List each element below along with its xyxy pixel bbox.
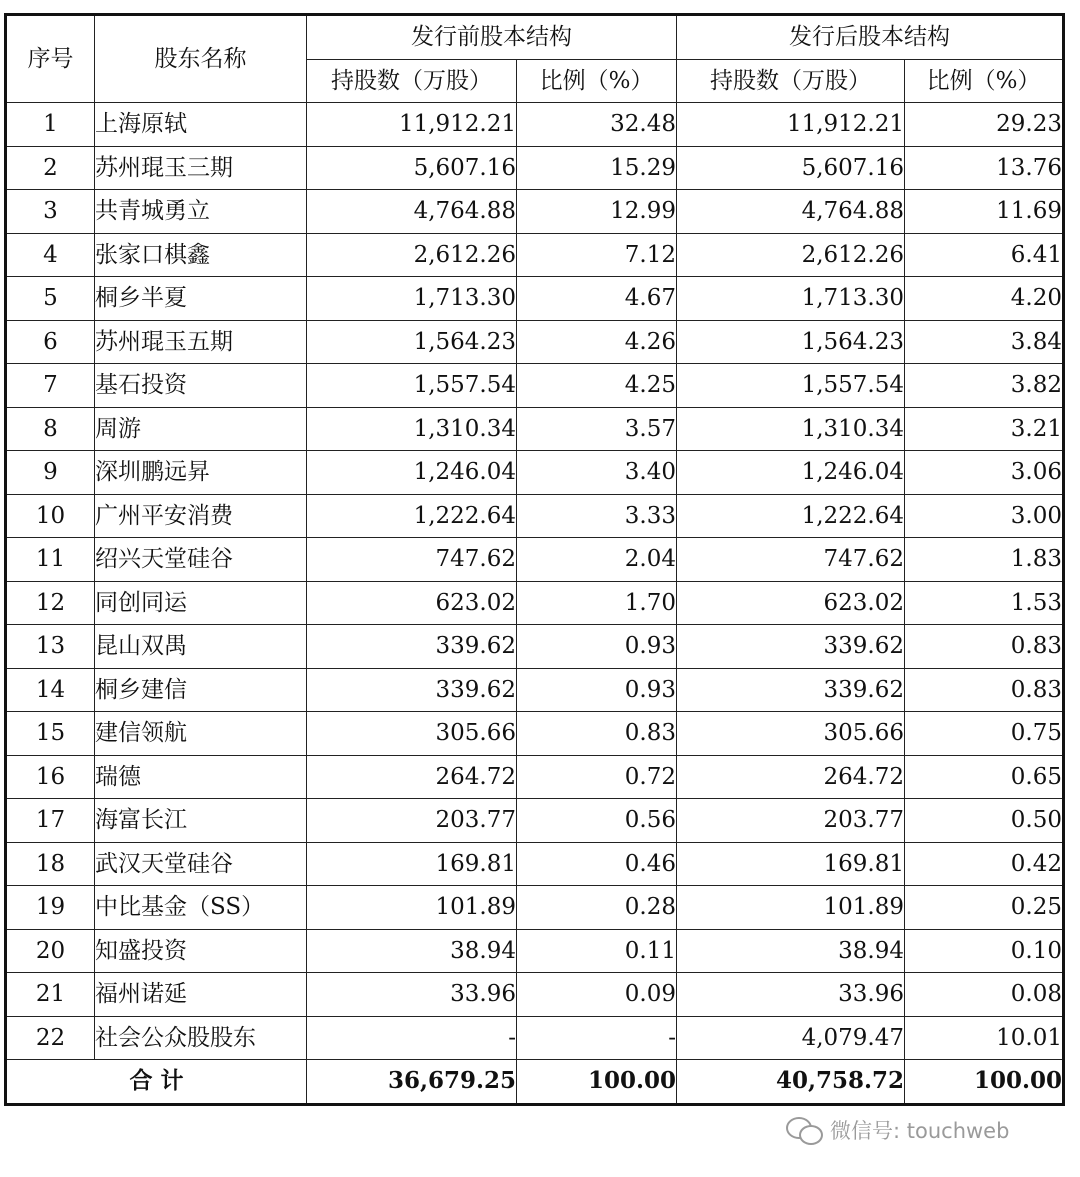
table-row — [6, 973, 1064, 1017]
table-row — [6, 103, 1064, 147]
total-pre-shares: 36,679.25 — [307, 1060, 517, 1105]
cell-seq: 21 — [6, 973, 95, 1017]
cell-pre-shares: 2,612.26 — [307, 233, 517, 277]
cell-pre-shares: 169.81 — [307, 842, 517, 886]
cell-post-shares: 203.77 — [677, 799, 905, 843]
header-pre-shares: 持股数（万股） — [307, 59, 517, 103]
cell-post-shares: 4,079.47 — [677, 1016, 905, 1060]
cell-shareholder-name: 上海原轼 — [95, 103, 307, 147]
cell-pre-ratio: 15.29 — [517, 146, 677, 190]
table-row — [6, 233, 1064, 277]
total-label: 合 计 — [6, 1060, 307, 1105]
cell-pre-shares: 1,310.34 — [307, 407, 517, 451]
cell-pre-ratio: 0.11 — [517, 929, 677, 973]
cell-post-ratio: 0.25 — [905, 886, 1064, 930]
cell-pre-shares: 33.96 — [307, 973, 517, 1017]
cell-shareholder-name: 瑞德 — [95, 755, 307, 799]
cell-post-shares: 339.62 — [677, 625, 905, 669]
cell-post-ratio: 0.83 — [905, 668, 1064, 712]
cell-pre-shares: 203.77 — [307, 799, 517, 843]
cell-pre-shares: 1,222.64 — [307, 494, 517, 538]
cell-pre-shares: 264.72 — [307, 755, 517, 799]
header-post-ratio: 比例（%） — [905, 59, 1064, 103]
cell-post-ratio: 3.82 — [905, 364, 1064, 408]
cell-seq: 16 — [6, 755, 95, 799]
cell-pre-shares: 1,713.30 — [307, 277, 517, 321]
cell-post-ratio: 6.41 — [905, 233, 1064, 277]
cell-pre-shares: 5,607.16 — [307, 146, 517, 190]
table-row — [6, 407, 1064, 451]
cell-pre-ratio: 0.93 — [517, 668, 677, 712]
cell-post-ratio: 29.23 — [905, 103, 1064, 147]
cell-shareholder-name: 共青城勇立 — [95, 190, 307, 234]
cell-pre-ratio: 0.93 — [517, 625, 677, 669]
equity-structure-table — [4, 13, 1065, 1106]
cell-pre-ratio: 4.26 — [517, 320, 677, 364]
cell-post-ratio: 0.08 — [905, 973, 1064, 1017]
total-pre-ratio: 100.00 — [517, 1060, 677, 1105]
table-body — [6, 103, 1064, 1060]
cell-pre-ratio: 0.46 — [517, 842, 677, 886]
cell-post-ratio: 3.21 — [905, 407, 1064, 451]
cell-post-shares: 1,246.04 — [677, 451, 905, 495]
cell-pre-shares: 305.66 — [307, 712, 517, 756]
cell-post-shares: 264.72 — [677, 755, 905, 799]
cell-post-shares: 38.94 — [677, 929, 905, 973]
cell-post-shares: 1,222.64 — [677, 494, 905, 538]
header-pre-group: 发行前股本结构 — [307, 15, 677, 60]
total-post-shares: 40,758.72 — [677, 1060, 905, 1105]
cell-pre-ratio: 0.56 — [517, 799, 677, 843]
cell-pre-ratio: 0.72 — [517, 755, 677, 799]
cell-post-shares: 1,713.30 — [677, 277, 905, 321]
watermark-text: 微信号: touchweb — [830, 1119, 1010, 1143]
table-row — [6, 842, 1064, 886]
cell-post-ratio: 1.83 — [905, 538, 1064, 582]
table-row — [6, 799, 1064, 843]
cell-shareholder-name: 同创同运 — [95, 581, 307, 625]
cell-post-ratio: 0.50 — [905, 799, 1064, 843]
cell-pre-ratio: 32.48 — [517, 103, 677, 147]
cell-seq: 19 — [6, 886, 95, 930]
cell-seq: 13 — [6, 625, 95, 669]
cell-pre-ratio: 12.99 — [517, 190, 677, 234]
cell-pre-shares: 339.62 — [307, 668, 517, 712]
cell-shareholder-name: 深圳鹏远昇 — [95, 451, 307, 495]
cell-pre-shares: 101.89 — [307, 886, 517, 930]
cell-pre-ratio: 0.28 — [517, 886, 677, 930]
cell-seq: 18 — [6, 842, 95, 886]
cell-pre-shares: 11,912.21 — [307, 103, 517, 147]
cell-pre-shares: 1,564.23 — [307, 320, 517, 364]
cell-post-shares: 101.89 — [677, 886, 905, 930]
cell-pre-ratio: 4.25 — [517, 364, 677, 408]
header-post-group: 发行后股本结构 — [677, 15, 1064, 60]
cell-pre-shares: 1,557.54 — [307, 364, 517, 408]
cell-pre-ratio: 1.70 — [517, 581, 677, 625]
cell-post-shares: 1,310.34 — [677, 407, 905, 451]
cell-pre-shares: 623.02 — [307, 581, 517, 625]
cell-post-ratio: 10.01 — [905, 1016, 1064, 1060]
cell-seq: 15 — [6, 712, 95, 756]
cell-post-ratio: 0.83 — [905, 625, 1064, 669]
cell-shareholder-name: 张家口棋鑫 — [95, 233, 307, 277]
cell-pre-ratio: 0.83 — [517, 712, 677, 756]
cell-seq: 7 — [6, 364, 95, 408]
cell-post-ratio: 4.20 — [905, 277, 1064, 321]
cell-pre-ratio: 3.33 — [517, 494, 677, 538]
cell-post-ratio: 0.10 — [905, 929, 1064, 973]
table-row — [6, 146, 1064, 190]
watermark — [786, 1112, 1009, 1148]
cell-post-shares: 747.62 — [677, 538, 905, 582]
cell-post-ratio: 13.76 — [905, 146, 1064, 190]
cell-post-ratio: 0.42 — [905, 842, 1064, 886]
cell-pre-ratio: 7.12 — [517, 233, 677, 277]
cell-shareholder-name: 苏州琨玉三期 — [95, 146, 307, 190]
cell-shareholder-name: 知盛投资 — [95, 929, 307, 973]
cell-shareholder-name: 桐乡半夏 — [95, 277, 307, 321]
cell-seq: 5 — [6, 277, 95, 321]
table-row — [6, 1016, 1064, 1060]
cell-post-ratio: 3.06 — [905, 451, 1064, 495]
table-row — [6, 320, 1064, 364]
table-row — [6, 494, 1064, 538]
cell-pre-shares: 339.62 — [307, 625, 517, 669]
cell-seq: 6 — [6, 320, 95, 364]
cell-pre-ratio: 3.57 — [517, 407, 677, 451]
cell-post-shares: 2,612.26 — [677, 233, 905, 277]
cell-seq: 14 — [6, 668, 95, 712]
cell-shareholder-name: 海富长江 — [95, 799, 307, 843]
cell-seq: 20 — [6, 929, 95, 973]
cell-post-ratio: 11.69 — [905, 190, 1064, 234]
cell-shareholder-name: 苏州琨玉五期 — [95, 320, 307, 364]
cell-post-shares: 33.96 — [677, 973, 905, 1017]
table-row — [6, 668, 1064, 712]
cell-shareholder-name: 建信领航 — [95, 712, 307, 756]
cell-seq: 8 — [6, 407, 95, 451]
wechat-icon — [786, 1115, 824, 1145]
cell-seq: 4 — [6, 233, 95, 277]
cell-post-shares: 169.81 — [677, 842, 905, 886]
table-row — [6, 277, 1064, 321]
cell-post-shares: 339.62 — [677, 668, 905, 712]
cell-seq: 3 — [6, 190, 95, 234]
cell-shareholder-name: 武汉天堂硅谷 — [95, 842, 307, 886]
cell-pre-shares: 4,764.88 — [307, 190, 517, 234]
cell-pre-ratio: - — [517, 1016, 677, 1060]
header-name: 股东名称 — [95, 15, 307, 103]
cell-pre-shares: 747.62 — [307, 538, 517, 582]
cell-seq: 9 — [6, 451, 95, 495]
cell-post-ratio: 0.75 — [905, 712, 1064, 756]
table-row — [6, 581, 1064, 625]
cell-shareholder-name: 基石投资 — [95, 364, 307, 408]
table-row — [6, 190, 1064, 234]
cell-seq: 11 — [6, 538, 95, 582]
cell-shareholder-name: 绍兴天堂硅谷 — [95, 538, 307, 582]
cell-seq: 10 — [6, 494, 95, 538]
cell-pre-ratio: 0.09 — [517, 973, 677, 1017]
table-row — [6, 625, 1064, 669]
cell-shareholder-name: 中比基金（SS） — [95, 886, 307, 930]
cell-shareholder-name: 桐乡建信 — [95, 668, 307, 712]
cell-shareholder-name: 周游 — [95, 407, 307, 451]
cell-seq: 22 — [6, 1016, 95, 1060]
cell-pre-ratio: 2.04 — [517, 538, 677, 582]
cell-post-shares: 1,557.54 — [677, 364, 905, 408]
cell-seq: 12 — [6, 581, 95, 625]
cell-post-ratio: 3.00 — [905, 494, 1064, 538]
table-row — [6, 538, 1064, 582]
cell-seq: 1 — [6, 103, 95, 147]
cell-post-shares: 4,764.88 — [677, 190, 905, 234]
header-row-group — [6, 15, 1064, 60]
cell-pre-shares: 1,246.04 — [307, 451, 517, 495]
table-row — [6, 712, 1064, 756]
cell-post-shares: 11,912.21 — [677, 103, 905, 147]
table-row — [6, 364, 1064, 408]
header-pre-ratio: 比例（%） — [517, 59, 677, 103]
cell-shareholder-name: 昆山双禺 — [95, 625, 307, 669]
total-post-ratio: 100.00 — [905, 1060, 1064, 1105]
table-row — [6, 451, 1064, 495]
cell-shareholder-name: 社会公众股股东 — [95, 1016, 307, 1060]
header-seq: 序号 — [6, 15, 95, 103]
cell-pre-shares: - — [307, 1016, 517, 1060]
cell-post-shares: 5,607.16 — [677, 146, 905, 190]
cell-shareholder-name: 福州诺延 — [95, 973, 307, 1017]
cell-post-shares: 1,564.23 — [677, 320, 905, 364]
cell-post-ratio: 1.53 — [905, 581, 1064, 625]
cell-post-ratio: 3.84 — [905, 320, 1064, 364]
cell-pre-ratio: 3.40 — [517, 451, 677, 495]
table-row — [6, 929, 1064, 973]
table-row — [6, 886, 1064, 930]
cell-post-shares: 305.66 — [677, 712, 905, 756]
total-row — [6, 1060, 1064, 1105]
cell-post-shares: 623.02 — [677, 581, 905, 625]
cell-shareholder-name: 广州平安消费 — [95, 494, 307, 538]
header-post-shares: 持股数（万股） — [677, 59, 905, 103]
cell-seq: 2 — [6, 146, 95, 190]
cell-post-ratio: 0.65 — [905, 755, 1064, 799]
cell-pre-ratio: 4.67 — [517, 277, 677, 321]
table-row — [6, 755, 1064, 799]
cell-pre-shares: 38.94 — [307, 929, 517, 973]
cell-seq: 17 — [6, 799, 95, 843]
